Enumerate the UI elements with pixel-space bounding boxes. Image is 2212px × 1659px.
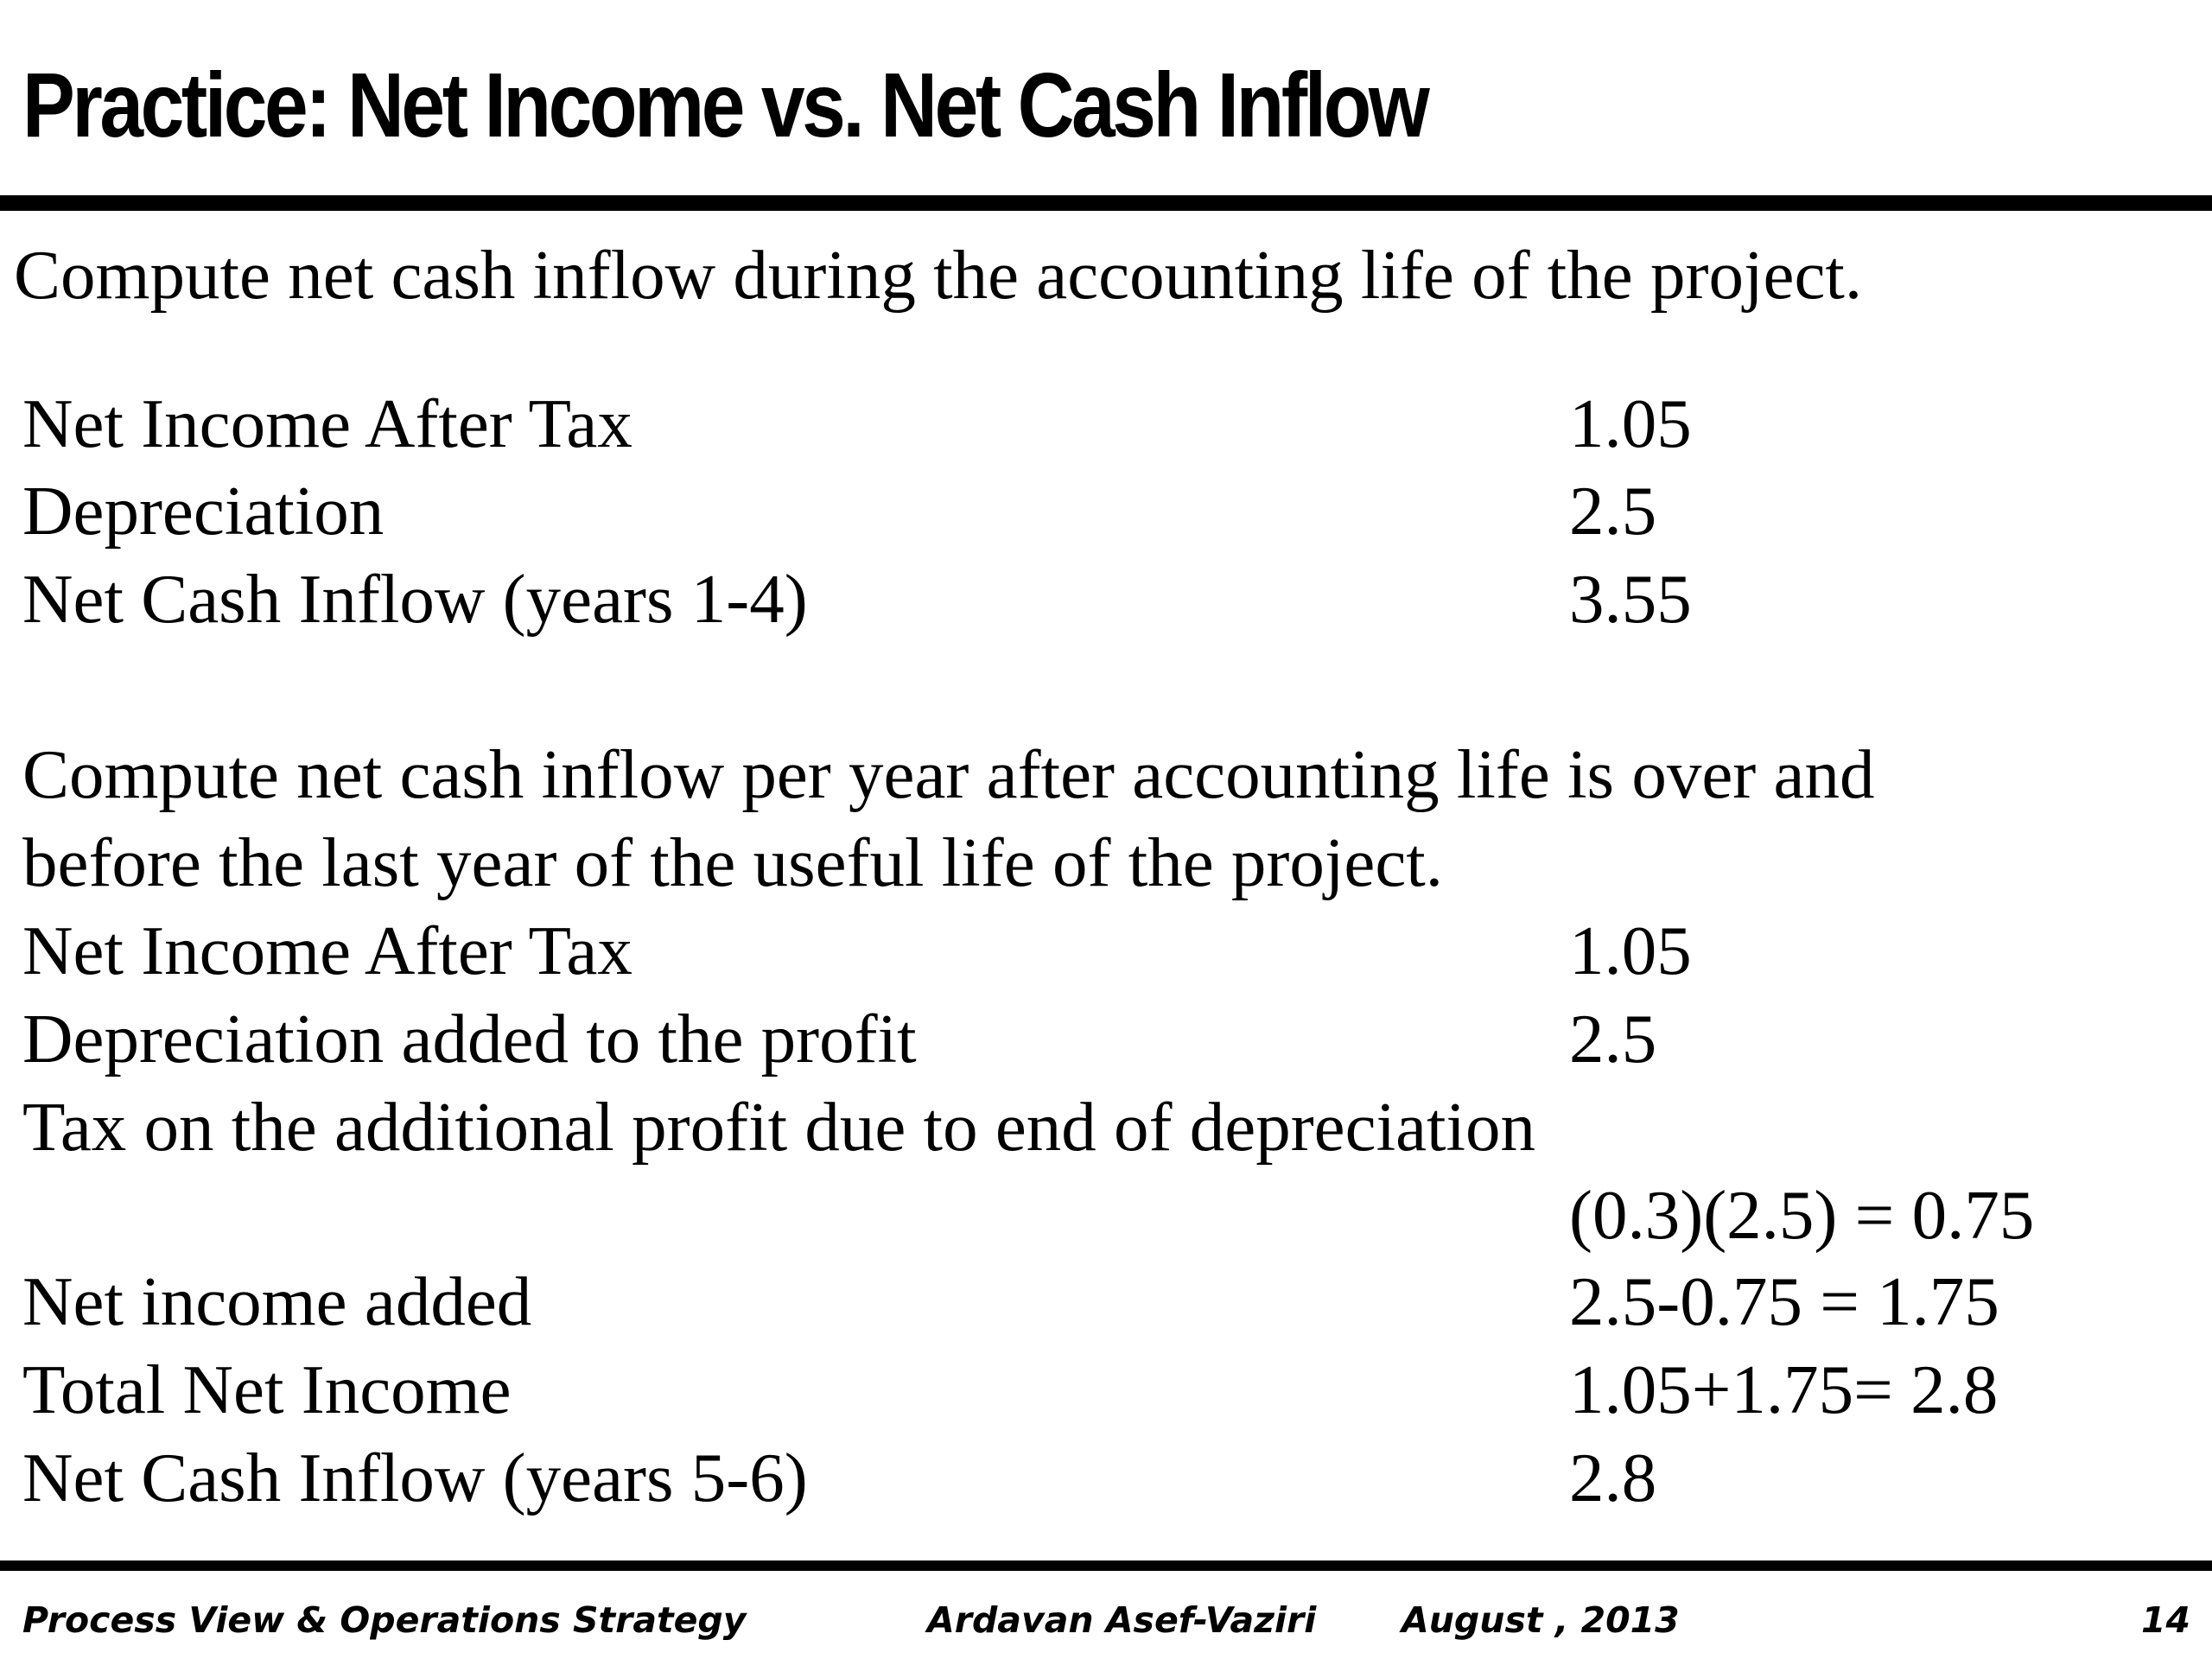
row-label: Depreciation added to the profit <box>22 1000 917 1077</box>
footer-date: August , 2013 <box>1402 1599 1680 1641</box>
row-value: 2.5 <box>1569 472 1657 550</box>
row-label: Net Income After Tax <box>22 385 632 462</box>
tax-label: Tax on the additional profit due to end of depreciation <box>22 1088 1536 1166</box>
row-value: 1.05 <box>1569 912 1692 989</box>
row-value: 1.05+1.75= 2.8 <box>1569 1351 1999 1428</box>
section2-prompt-line2: before the last year of the useful life of the project. <box>22 823 1444 901</box>
row-value: 2.5 <box>1569 1000 1657 1077</box>
row-label: Total Net Income <box>22 1351 512 1428</box>
footer-author: Ardavan Asef-Vaziri <box>927 1599 1317 1641</box>
row-value: 2.8 <box>1569 1439 1657 1516</box>
row-value: 3.55 <box>1569 560 1692 638</box>
footer-course: Process View & Operations Strategy <box>22 1599 747 1641</box>
title-divider <box>0 195 2212 211</box>
section2-prompt-line1: Compute net cash inflow per year after accounting life is over and <box>22 735 1875 813</box>
row-value: 2.5-0.75 = 1.75 <box>1569 1262 1999 1340</box>
row-label: Net income added <box>22 1262 532 1340</box>
row-label: Net Cash Inflow (years 1-4) <box>22 560 808 638</box>
footer-divider <box>0 1560 2212 1571</box>
section1-prompt: Compute net cash inflow during the accounting life of the project. <box>14 236 1863 314</box>
slide-title: Practice: Net Income vs. Net Cash Inflow <box>22 54 1427 156</box>
row-label: Depreciation <box>22 472 385 550</box>
tax-value: (0.3)(2.5) = 0.75 <box>1569 1176 2035 1254</box>
row-label: Net Income After Tax <box>22 912 632 989</box>
footer-page-number: 14 <box>2141 1599 2191 1641</box>
row-label: Net Cash Inflow (years 5-6) <box>22 1439 808 1516</box>
row-value: 1.05 <box>1569 385 1692 462</box>
